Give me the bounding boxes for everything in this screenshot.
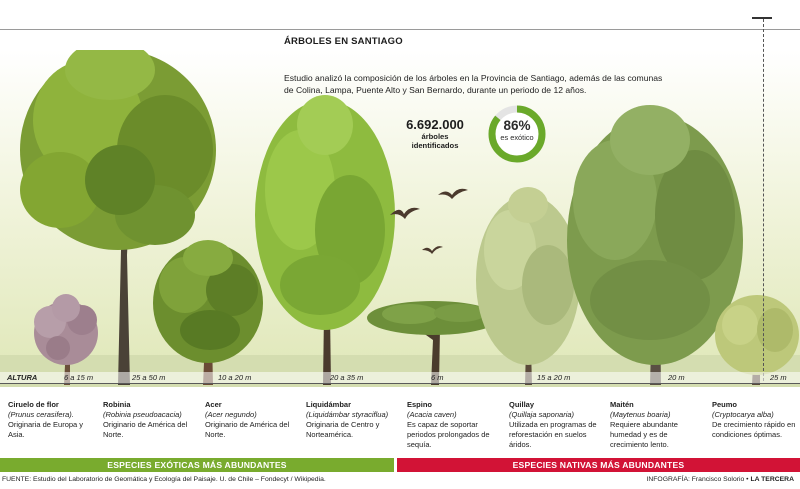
trees-count: 6.692.000	[406, 117, 464, 132]
height-label-liquidambar: 20 a 35 m	[330, 373, 364, 382]
height-axis-line	[0, 383, 800, 384]
species-description: Requiere abundante humedad y es de crecimiento lento.	[610, 420, 678, 449]
species-description: Es capaz de soportar periodos prolongados de sequía.	[407, 420, 490, 449]
species-scientific: (Acacia caven)	[407, 410, 457, 419]
species-scientific: (Maytenus boaria)	[610, 410, 671, 419]
species-card-ciruelo	[8, 400, 98, 440]
species-description: Originaria de Europa y Asia.	[8, 420, 84, 439]
species-description: Originaria de Centro y Norteamérica.	[306, 420, 380, 439]
species-scientific: (Robinia pseudoacacia)	[103, 410, 182, 419]
species-card-acer	[205, 400, 295, 440]
source-footer: FUENTE: Estudio del Laboratorio de Geomática y Ecología del Paisaje. U. de Chile – Fondecyt / Wikipedia.	[2, 476, 326, 483]
intro-text: Estudio analizó la composición de los árboles en la Provincia de Santiago, además de las comunas de Colina, Lampa, Puente Alto y San Bernardo, durante un periodo de 12 años.	[284, 73, 663, 95]
page-title: ÁRBOLES EN SANTIAGO	[284, 36, 403, 47]
species-description: Utilizada en programas de reforestación en suelos áridos.	[509, 420, 597, 449]
species-scientific: (Liquidámbar styraciflua)	[306, 410, 389, 419]
trees-label-1: árboles	[421, 132, 449, 141]
species-name: Espino	[407, 400, 433, 409]
species-name: Quillay	[509, 400, 535, 409]
trees-label-2: identificados	[411, 141, 459, 150]
trees-count-stat	[400, 118, 470, 150]
species-scientific: (Quillaja saponaria)	[509, 410, 575, 419]
species-name: Liquidámbar	[306, 400, 352, 409]
height-axis-title: ALTURA	[7, 373, 38, 382]
height-label-robinia: 25 a 50 m	[132, 373, 166, 382]
species-card-liquidambar	[306, 400, 396, 440]
species-name: Peumo	[712, 400, 738, 409]
species-description: Originario de América del Norte.	[205, 420, 290, 439]
height-label-ciruelo: 6 a 15 m	[64, 373, 94, 382]
species-scientific: (Acer negundo)	[205, 410, 257, 419]
species-card-peumo	[712, 400, 798, 440]
exotic-label: es exótico	[500, 133, 534, 142]
credit-footer	[646, 476, 794, 483]
species-scientific: (Cryptocarya alba)	[712, 410, 774, 419]
height-label-espino: 6 m	[431, 373, 444, 382]
scale-top-mark	[752, 17, 772, 19]
species-name: Ciruelo de flor	[8, 400, 59, 409]
species-name: Acer	[205, 400, 222, 409]
species-description: Originario de América del Norte.	[103, 420, 188, 439]
donut-label	[487, 118, 547, 142]
height-label-maiten: 20 m	[668, 373, 685, 382]
species-scientific: (Prunus cerasifera).	[8, 410, 74, 419]
species-name: Robinia	[103, 400, 131, 409]
species-card-maiten	[610, 400, 706, 450]
tree-illustration	[0, 50, 800, 387]
credit-text: INFOGRAFÍA: Francisco Solorio •	[646, 476, 751, 483]
species-card-espino	[407, 400, 502, 450]
exotic-species-banner: ESPECIES EXÓTICAS MÁS ABUNDANTES	[0, 458, 394, 472]
height-label-acer: 10 a 20 m	[218, 373, 252, 382]
species-card-robinia	[103, 400, 201, 440]
species-name: Maitén	[610, 400, 634, 409]
height-scale-line	[763, 19, 764, 381]
height-label-peumo: 25 m	[770, 373, 787, 382]
height-label-quillay: 15 a 20 m	[537, 373, 571, 382]
species-description: De crecimiento rápido en condiciones óptimas.	[712, 420, 796, 439]
publication-name: LA TERCERA	[750, 476, 794, 483]
top-rule	[0, 29, 800, 30]
exotic-percent: 86%	[503, 118, 531, 133]
native-species-banner: ESPECIES NATIVAS MÁS ABUNDANTES	[397, 458, 800, 472]
species-card-quillay	[509, 400, 605, 450]
